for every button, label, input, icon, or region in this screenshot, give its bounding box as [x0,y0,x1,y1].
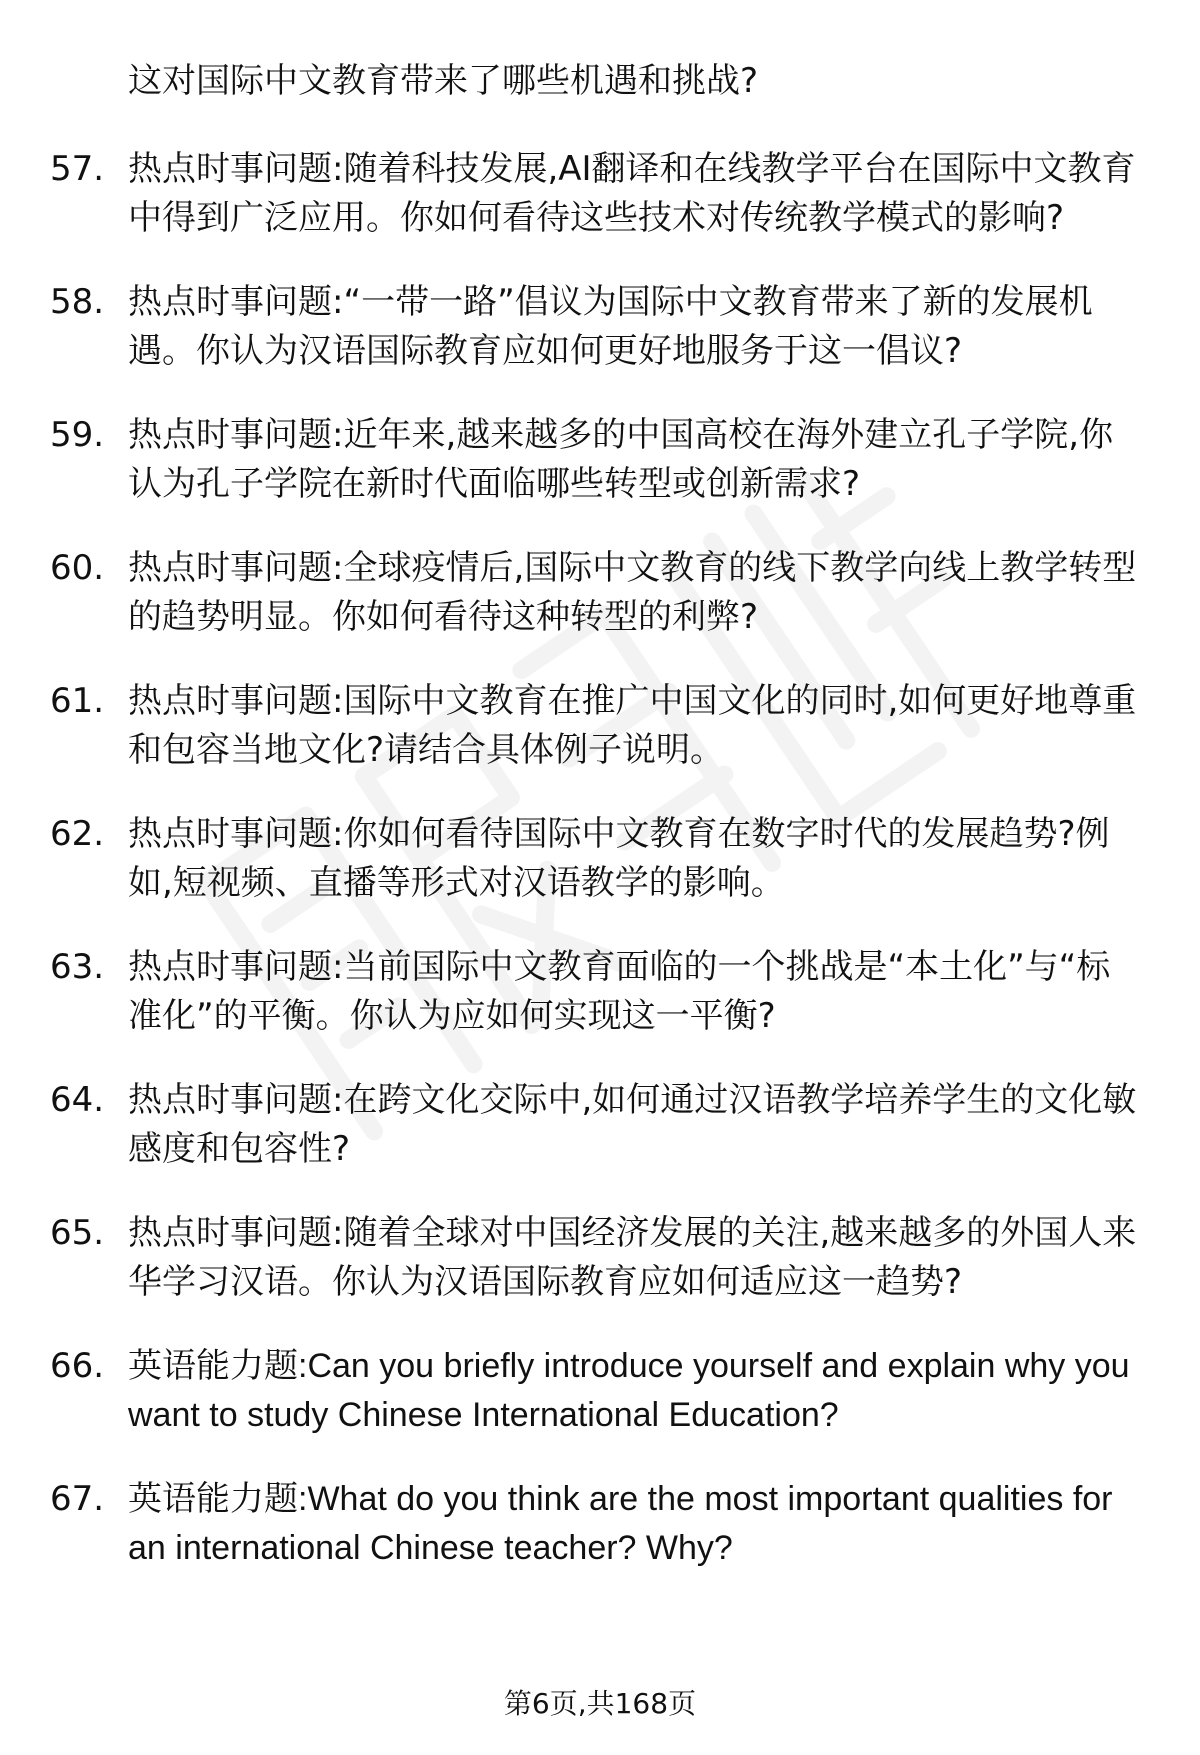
question-item [50,411,1140,509]
question-number: 65. [50,1213,105,1253]
question-item [50,145,1140,243]
question-number: 66. [50,1346,105,1386]
question-text: 热点时事问题:随着全球对中国经济发展的关注,越来越多的外国人来华学习汉语。你认为汉语国际教育应如何适应这一趋势? [128,1213,1137,1302]
question-number: 61. [50,681,105,721]
question-text: 英语能力题:Can you briefly introduce yourself and explain why you want to study Chinese International Education? [128,1347,1130,1434]
question-item [50,1475,1140,1573]
question-text: 热点时事问题:当前国际中文教育面临的一个挑战是“本土化”与“标准化”的平衡。你认为应如何实现这一平衡? [128,947,1111,1036]
page-footer: 第6页,共168页 [503,1687,697,1720]
question-text: 英语能力题:What do you think are the most important qualities for an international Chinese teacher? Why? [128,1480,1113,1567]
question-number: 63. [50,947,105,987]
question-item [50,677,1140,775]
intro-line: 这对国际中文教育带来了哪些机遇和挑战? [128,61,759,101]
question-text: 热点时事问题:“一带一路”倡议为国际中文教育带来了新的发展机遇。你认为汉语国际教育应如何更好地服务于这一倡议? [128,282,1093,371]
question-item [50,1076,1140,1174]
question-item [50,943,1140,1041]
question-list [50,145,1140,1608]
question-text: 热点时事问题:近年来,越来越多的中国高校在海外建立孔子学院,你认为孔子学院在新时代面临哪些转型或创新需求? [128,415,1114,504]
question-number: 67. [50,1479,105,1519]
question-item [50,810,1140,908]
question-number: 58. [50,282,105,322]
question-item [50,1209,1140,1307]
question-text: 热点时事问题:在跨文化交际中,如何通过汉语教学培养学生的文化敏感度和包容性? [128,1080,1137,1169]
question-item [50,278,1140,376]
question-number: 59. [50,415,105,455]
question-text: 热点时事问题:随着科技发展,AI翻译和在线教学平台在国际中文教育中得到广泛应用。你如何看待这些技术对传统教学模式的影响? [128,149,1136,238]
question-text: 热点时事问题:你如何看待国际中文教育在数字时代的发展趋势?例如,短视频、直播等形式对汉语教学的影响。 [128,814,1110,903]
question-number: 60. [50,548,105,588]
question-number: 62. [50,814,105,854]
question-item [50,1342,1140,1440]
question-text: 热点时事问题:全球疫情后,国际中文教育的线下教学向线上教学转型的趋势明显。你如何看待这种转型的利弊? [128,548,1137,637]
question-item [50,544,1140,642]
question-number: 64. [50,1080,105,1120]
question-text: 热点时事问题:国际中文教育在推广中国文化的同时,如何更好地尊重和包容当地文化?请结合具体例子说明。 [128,681,1137,770]
question-number: 57. [50,149,105,189]
